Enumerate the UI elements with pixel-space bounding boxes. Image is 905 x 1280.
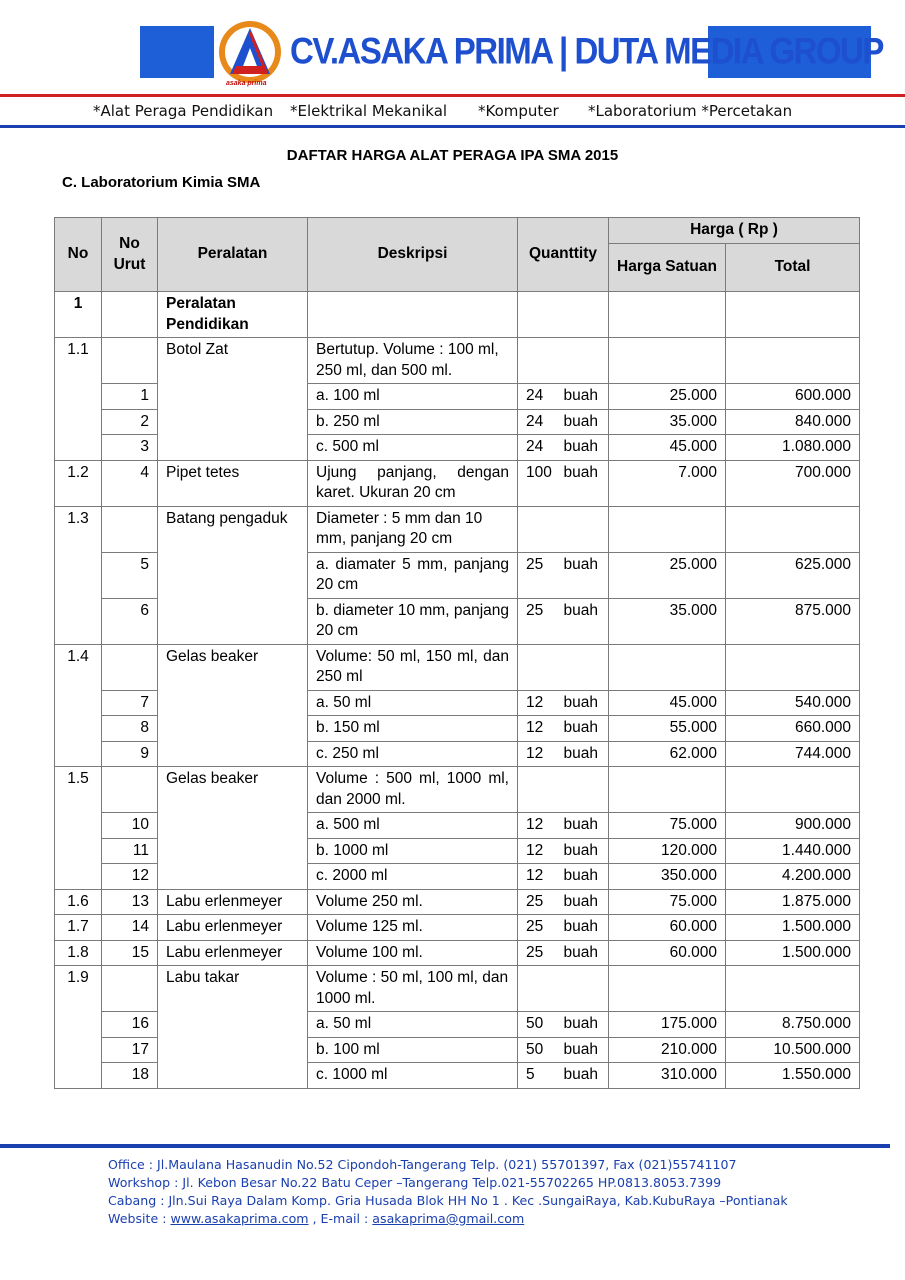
- row-peralatan: Gelas beaker: [158, 644, 308, 767]
- row-harga: 55.000: [609, 716, 726, 742]
- category-no: 1: [55, 292, 102, 338]
- header-harga: Harga ( Rp ): [609, 218, 860, 244]
- row-deskripsi: Ujung panjang, dengan karet. Ukuran 20 cm: [308, 460, 518, 506]
- row-urut: 15: [102, 940, 158, 966]
- row-unit: buah: [563, 744, 598, 762]
- row-deskripsi: a. 50 ml: [308, 690, 518, 716]
- row-total: 1.500.000: [726, 915, 860, 941]
- row-total: 840.000: [726, 409, 860, 435]
- row-no: 1.4: [55, 644, 102, 767]
- tagline-alat-peraga: *Alat Peraga Pendidikan: [93, 102, 274, 120]
- row-unit: buah: [563, 892, 598, 910]
- row-qty: 24: [526, 438, 544, 455]
- header-peralatan: Peralatan: [158, 218, 308, 292]
- row-deskripsi: b. 1000 ml: [308, 838, 518, 864]
- row-urut: 3: [102, 435, 158, 461]
- row-deskripsi: Diameter : 5 mm dan 10 mm, panjang 20 cm: [308, 506, 518, 552]
- row-deskripsi: c. 1000 ml: [308, 1063, 518, 1089]
- row-unit: buah: [563, 816, 598, 833]
- row-harga: 7.000: [609, 460, 726, 506]
- row-total: 700.000: [726, 460, 860, 506]
- row-deskripsi: b. diameter 10 mm, panjang 20 cm: [308, 598, 518, 644]
- row-total: 660.000: [726, 716, 860, 742]
- row-unit: buah: [563, 601, 598, 619]
- document-title: DAFTAR HARGA ALAT PERAGA IPA SMA 2015: [286, 147, 619, 164]
- table-row: [55, 338, 860, 384]
- row-total: 10.500.000: [726, 1037, 860, 1063]
- row-urut: 1: [102, 384, 158, 410]
- row-qty: 25: [526, 943, 544, 961]
- row-harga: 175.000: [609, 1012, 726, 1038]
- section-title: C. Laboratorium Kimia SMA: [62, 174, 261, 191]
- company-logo-icon: [216, 14, 284, 90]
- row-unit: buah: [563, 387, 598, 404]
- row-peralatan: Gelas beaker: [158, 767, 308, 890]
- table-row: [55, 915, 860, 941]
- row-qty: 25: [526, 601, 544, 619]
- table-row: [55, 767, 860, 813]
- row-deskripsi: c. 250 ml: [308, 741, 518, 767]
- footer-contact: [108, 1210, 788, 1228]
- header-deskripsi: Deskripsi: [308, 218, 518, 292]
- row-deskripsi: a. diamater 5 mm, panjang 20 cm: [308, 552, 518, 598]
- row-peralatan: Labu erlenmeyer: [158, 915, 308, 941]
- row-no: 1.5: [55, 767, 102, 890]
- row-deskripsi: Bertutup. Volume : 100 ml, 250 ml, dan 500 ml.: [308, 338, 518, 384]
- row-unit: buah: [563, 1040, 598, 1058]
- row-deskripsi: a. 100 ml: [308, 384, 518, 410]
- tagline-laboratorium: *Laboratorium *Percetakan: [588, 102, 793, 120]
- row-qty: 50: [526, 1015, 544, 1032]
- table-row: [55, 940, 860, 966]
- row-harga: 25.000: [609, 384, 726, 410]
- row-qty: 12: [526, 744, 544, 762]
- row-deskripsi: Volume: 50 ml, 150 ml, dan 250 ml: [308, 644, 518, 690]
- logo-caption: asaka prima: [226, 80, 267, 87]
- row-harga: 60.000: [609, 915, 726, 941]
- table-row-category: [55, 292, 860, 338]
- footer: [108, 1156, 788, 1228]
- row-total: 1.875.000: [726, 889, 860, 915]
- row-harga: 35.000: [609, 598, 726, 644]
- row-harga: 45.000: [609, 690, 726, 716]
- row-qty: 25: [526, 918, 544, 935]
- table-row: [55, 644, 860, 690]
- row-total: 1.500.000: [726, 940, 860, 966]
- row-harga: 75.000: [609, 813, 726, 839]
- row-unit: buah: [563, 412, 598, 430]
- row-qty: 24: [526, 387, 544, 404]
- row-no: 1.1: [55, 338, 102, 461]
- row-peralatan: Pipet tetes: [158, 460, 308, 506]
- row-unit: buah: [563, 918, 598, 935]
- row-unit: buah: [563, 719, 598, 736]
- row-no: 1.7: [55, 915, 102, 941]
- row-peralatan: Labu takar: [158, 966, 308, 1089]
- table-row: [55, 966, 860, 1012]
- row-peralatan: Botol Zat: [158, 338, 308, 461]
- row-urut: 6: [102, 598, 158, 644]
- header-no: No: [55, 218, 102, 292]
- row-urut: 4: [102, 460, 158, 506]
- email-link[interactable]: asakaprima@gmail.com: [372, 1211, 525, 1226]
- row-deskripsi: Volume : 50 ml, 100 ml, dan 1000 ml.: [308, 966, 518, 1012]
- row-urut: 18: [102, 1063, 158, 1089]
- row-harga: 75.000: [609, 889, 726, 915]
- price-table: [54, 217, 860, 1089]
- row-deskripsi: b. 150 ml: [308, 716, 518, 742]
- row-qty: 25: [526, 892, 544, 910]
- row-unit: buah: [563, 1066, 598, 1083]
- row-total: 625.000: [726, 552, 860, 598]
- row-deskripsi: c. 500 ml: [308, 435, 518, 461]
- row-harga: 25.000: [609, 552, 726, 598]
- row-qty: 50: [526, 1040, 544, 1058]
- row-unit: buah: [563, 438, 598, 455]
- row-total: 8.750.000: [726, 1012, 860, 1038]
- row-harga: 350.000: [609, 864, 726, 890]
- row-peralatan: Labu erlenmeyer: [158, 940, 308, 966]
- row-qty: 12: [526, 693, 544, 711]
- row-urut: 9: [102, 741, 158, 767]
- row-unit: buah: [563, 693, 598, 711]
- row-total: 875.000: [726, 598, 860, 644]
- row-urut: 17: [102, 1037, 158, 1063]
- row-unit: buah: [563, 463, 598, 481]
- row-qty: 12: [526, 816, 544, 833]
- header-divider-red: [0, 94, 905, 97]
- table-row: [55, 889, 860, 915]
- footer-cabang: Cabang : Jln.Sui Raya Dalam Komp. Gria Husada Blok HH No 1 . Kec .SungaiRaya, Kab.KubuRaya –Pontianak: [108, 1193, 788, 1208]
- row-total: 900.000: [726, 813, 860, 839]
- row-urut: 10: [102, 813, 158, 839]
- header-divider-blue: [0, 125, 905, 128]
- row-total: 600.000: [726, 384, 860, 410]
- row-total: 4.200.000: [726, 864, 860, 890]
- row-qty: 25: [526, 555, 544, 573]
- row-no: 1.9: [55, 966, 102, 1089]
- row-urut: 13: [102, 889, 158, 915]
- table-row: [55, 460, 860, 506]
- row-deskripsi: a. 500 ml: [308, 813, 518, 839]
- row-harga: 62.000: [609, 741, 726, 767]
- row-harga: 210.000: [609, 1037, 726, 1063]
- row-deskripsi: b. 250 ml: [308, 409, 518, 435]
- row-harga: 45.000: [609, 435, 726, 461]
- row-peralatan: Batang pengaduk: [158, 506, 308, 644]
- row-no: 1.2: [55, 460, 102, 506]
- row-deskripsi: Volume 125 ml.: [308, 915, 518, 941]
- row-harga: 60.000: [609, 940, 726, 966]
- row-qty: 12: [526, 841, 544, 859]
- tagline-elektrikal: *Elektrikal Mekanikal: [290, 102, 448, 120]
- row-urut: 11: [102, 838, 158, 864]
- row-deskripsi: Volume 100 ml.: [308, 940, 518, 966]
- row-unit: buah: [563, 867, 598, 884]
- header-quantity: Quanttity: [518, 218, 609, 292]
- row-total: 1.080.000: [726, 435, 860, 461]
- row-urut: 12: [102, 864, 158, 890]
- row-harga: 120.000: [609, 838, 726, 864]
- row-total: 1.440.000: [726, 838, 860, 864]
- category-label: Peralatan Pendidikan: [158, 292, 308, 338]
- row-deskripsi: b. 100 ml: [308, 1037, 518, 1063]
- company-name: CV.ASAKA PRIMA | DUTA MEDIA GROUP: [290, 30, 883, 72]
- footer-workshop: Workshop : Jl. Kebon Besar No.22 Batu Ceper –Tangerang Telp.021-55702265 HP.0813.8053.7399: [108, 1175, 722, 1190]
- row-urut: 5: [102, 552, 158, 598]
- row-harga: 35.000: [609, 409, 726, 435]
- row-urut: 2: [102, 409, 158, 435]
- header-no-urut: No Urut: [102, 218, 158, 292]
- row-qty: 5: [526, 1066, 535, 1083]
- tagline-komputer: *Komputer: [478, 102, 559, 120]
- row-unit: buah: [563, 1015, 598, 1032]
- row-urut: 14: [102, 915, 158, 941]
- row-qty: 100: [526, 463, 552, 481]
- row-no: 1.3: [55, 506, 102, 644]
- website-link[interactable]: www.asakaprima.com: [170, 1211, 309, 1226]
- row-peralatan: Labu erlenmeyer: [158, 889, 308, 915]
- row-qty: 24: [526, 412, 544, 430]
- row-urut: 16: [102, 1012, 158, 1038]
- row-urut: 7: [102, 690, 158, 716]
- row-no: 1.8: [55, 940, 102, 966]
- header-band-left: [140, 26, 214, 78]
- row-deskripsi: a. 50 ml: [308, 1012, 518, 1038]
- email-label: , E-mail :: [308, 1211, 373, 1226]
- footer-divider: [0, 1144, 890, 1148]
- website-label: Website :: [108, 1211, 171, 1226]
- header-total: Total: [726, 244, 860, 292]
- row-total: 744.000: [726, 741, 860, 767]
- row-deskripsi: Volume 250 ml.: [308, 889, 518, 915]
- row-urut: 8: [102, 716, 158, 742]
- header-harga-satuan: Harga Satuan: [609, 244, 726, 292]
- row-unit: buah: [563, 943, 598, 961]
- footer-office: Office : Jl.Maulana Hasanudin No.52 Cipondoh-Tangerang Telp. (021) 55701397, Fax (021)55741107: [108, 1157, 737, 1172]
- row-deskripsi: c. 2000 ml: [308, 864, 518, 890]
- row-harga: 310.000: [609, 1063, 726, 1089]
- row-qty: 12: [526, 867, 544, 884]
- row-total: 540.000: [726, 690, 860, 716]
- row-unit: buah: [563, 555, 598, 573]
- row-no: 1.6: [55, 889, 102, 915]
- row-total: 1.550.000: [726, 1063, 860, 1089]
- row-unit: buah: [563, 841, 598, 859]
- table-row: [55, 506, 860, 552]
- row-deskripsi: Volume : 500 ml, 1000 ml, dan 2000 ml.: [308, 767, 518, 813]
- row-qty: 12: [526, 719, 544, 736]
